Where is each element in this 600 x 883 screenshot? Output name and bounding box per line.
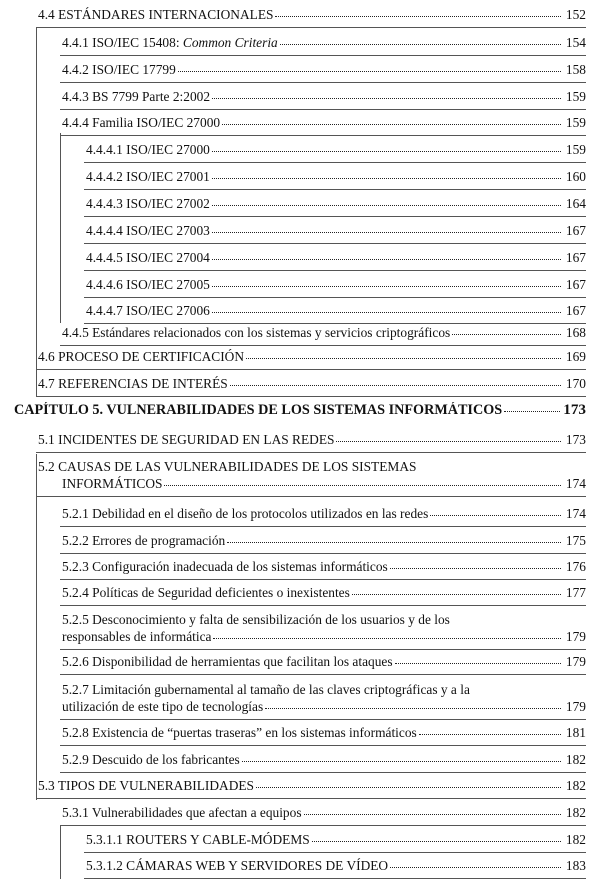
page-number: 169	[565, 349, 586, 364]
toc-entry[interactable]	[62, 804, 586, 821]
toc-entry-title: 5.3.1.1 ROUTERS Y CABLE-MÓDEMS	[86, 832, 310, 847]
toc-entry-title-continuation: utilización de este tipo de tecnologías	[62, 699, 264, 714]
dot-leader	[212, 177, 561, 179]
toc-entry-line	[86, 249, 586, 266]
toc-entry-title: 5.3.1 Vulnerabilidades que afectan a equipos	[62, 805, 302, 820]
toc-entry-line	[86, 276, 586, 293]
toc-entry-title: 4.4 ESTÁNDARES INTERNACIONALES	[38, 7, 274, 22]
toc-entry-line	[62, 653, 586, 670]
toc-entry-line	[62, 584, 586, 601]
page-number: 174	[565, 506, 586, 521]
toc-entry[interactable]	[62, 34, 586, 51]
underline-rule	[60, 674, 586, 675]
toc-entry[interactable]	[62, 584, 586, 601]
underline-rule	[60, 825, 586, 826]
toc-entry-title: 4.4.4.4 ISO/IEC 27003	[86, 223, 210, 238]
toc-entry[interactable]	[86, 276, 586, 293]
underline-rule	[36, 452, 586, 453]
toc-entry-line	[62, 628, 586, 645]
toc-entry-title: 4.4.4.2 ISO/IEC 27001	[86, 169, 210, 184]
toc-entry-title: 4.7 REFERENCIAS DE INTERÉS	[38, 376, 228, 391]
toc-entry-title: 4.4.3 BS 7799 Parte 2:2002	[62, 89, 211, 104]
toc-entry-title: 5.2.5 Desconocimiento y falta de sensibilización de los usuarios y de los	[62, 612, 450, 627]
toc-entry[interactable]	[38, 431, 586, 448]
page-number: 167	[565, 250, 586, 265]
page-number: 160	[565, 169, 586, 184]
toc-entry-line	[86, 195, 586, 212]
toc-entry-line	[62, 505, 586, 522]
toc-entry-line	[62, 558, 586, 575]
toc-entry-title: 5.2.1 Debilidad en el diseño de los protocolos utilizados en las redes	[62, 506, 429, 521]
page-number: 173	[563, 401, 586, 418]
toc-entry-title: 4.6 PROCESO DE CERTIFICACIÓN	[38, 349, 245, 364]
underline-rule	[84, 297, 586, 298]
toc-entry[interactable]	[62, 505, 586, 522]
page-number: 174	[565, 476, 586, 491]
toc-entry-line	[38, 6, 586, 23]
toc-entry-line	[62, 724, 586, 741]
page-number: 182	[565, 805, 586, 820]
toc-entry[interactable]	[62, 751, 586, 768]
dot-leader	[246, 357, 561, 359]
dot-leader	[504, 410, 560, 412]
underline-rule	[36, 798, 586, 799]
underline-rule	[84, 878, 586, 879]
dot-leader	[213, 637, 561, 639]
dot-leader	[227, 541, 561, 543]
toc-entry[interactable]	[86, 831, 586, 848]
dot-leader	[280, 43, 561, 45]
toc-entry[interactable]	[62, 324, 586, 341]
page-number: 159	[565, 115, 586, 130]
toc-entry[interactable]	[38, 348, 586, 365]
underline-rule	[60, 345, 586, 346]
page-number: 154	[565, 35, 586, 50]
toc-entry-title: 5.2 CAUSAS DE LAS VULNERABILIDADES DE LOS SISTEMAS	[38, 459, 417, 474]
page-number: 181	[565, 725, 586, 740]
underline-rule	[60, 649, 586, 650]
toc-entry[interactable]	[62, 558, 586, 575]
underline-rule	[84, 323, 586, 324]
toc-entry-line	[62, 61, 586, 78]
underline-rule	[36, 27, 586, 28]
underline-rule	[84, 243, 586, 244]
toc-entry-line	[86, 222, 586, 239]
underline-rule	[60, 82, 586, 83]
toc-chapter-entry[interactable]	[14, 401, 586, 419]
dot-leader	[212, 258, 561, 260]
page-number: 176	[565, 559, 586, 574]
toc-entry-title: 5.2.7 Limitación gubernamental al tamaño de las claves criptográficas y a la	[62, 682, 470, 697]
underline-rule	[36, 496, 586, 497]
underline-rule	[60, 55, 586, 56]
dot-leader	[336, 440, 561, 442]
toc-entry-title: 5.3.1.2 CÁMARAS WEB Y SERVIDORES DE VÍDEO	[86, 858, 389, 873]
underline-rule	[60, 553, 586, 554]
page-number: 177	[565, 585, 586, 600]
toc-entry-title: CAPÍTULO 5. VULNERABILIDADES DE LOS SISTEMAS INFORMÁTICOS	[14, 402, 503, 418]
connector-line	[36, 27, 37, 397]
underline-rule	[36, 369, 586, 370]
toc-entry-title: 4.4.4 Familia ISO/IEC 27000	[62, 115, 221, 130]
dot-leader	[304, 813, 561, 815]
toc-entry-line	[86, 141, 586, 158]
toc-entry-title: 4.4.4.1 ISO/IEC 27000	[86, 142, 210, 157]
dot-leader	[265, 707, 561, 709]
toc-entry[interactable]	[62, 653, 586, 670]
page-number: 164	[565, 196, 586, 211]
page-number: 159	[565, 89, 586, 104]
toc-entry[interactable]	[86, 168, 586, 185]
page-number: 182	[565, 752, 586, 767]
underline-rule	[84, 189, 586, 190]
toc-entry-line	[38, 475, 586, 492]
toc-entry-line	[38, 777, 586, 794]
toc-entry-title: 5.3 TIPOS DE VULNERABILIDADES	[38, 778, 254, 793]
dot-leader	[212, 97, 561, 99]
toc-entry-line	[62, 88, 586, 105]
dot-leader	[395, 662, 561, 664]
dot-leader	[275, 15, 561, 17]
dot-leader	[164, 484, 561, 486]
page-number: 159	[565, 142, 586, 157]
toc-entry[interactable]	[86, 249, 586, 266]
toc-entry[interactable]	[86, 857, 586, 874]
toc-entry-line	[62, 34, 586, 51]
underline-rule	[84, 270, 586, 271]
toc-entry[interactable]	[62, 114, 586, 131]
toc-entry-line	[62, 804, 586, 821]
toc-entry[interactable]	[62, 681, 586, 715]
toc-entry-title: 5.2.2 Errores de programación	[62, 533, 226, 548]
page-number: 179	[565, 654, 586, 669]
dot-leader	[242, 760, 561, 762]
toc-entry-title: 5.2.3 Configuración inadecuada de los sistemas informáticos	[62, 559, 388, 574]
toc-entry[interactable]	[62, 724, 586, 741]
toc-entry[interactable]	[38, 777, 586, 794]
dot-leader	[430, 514, 561, 516]
underline-rule	[60, 135, 586, 136]
toc-entry[interactable]	[86, 195, 586, 212]
toc-entry[interactable]	[62, 532, 586, 549]
dot-leader	[352, 593, 561, 595]
toc-entry[interactable]	[86, 141, 586, 158]
page-number: 179	[565, 629, 586, 644]
page-number: 175	[565, 533, 586, 548]
page-number: 152	[565, 7, 586, 22]
toc-entry-line	[14, 401, 586, 419]
dot-leader	[212, 150, 561, 152]
toc-entry-title-italic: Common Criteria	[182, 35, 278, 50]
dot-leader	[212, 311, 561, 313]
toc-entry-title: 4.4.4.3 ISO/IEC 27002	[86, 196, 210, 211]
toc-entry-title: 4.4.2 ISO/IEC 17799	[62, 62, 176, 77]
page-number: 179	[565, 699, 586, 714]
toc-entry-line	[62, 324, 586, 341]
toc-entry-line	[62, 698, 586, 715]
dot-leader	[419, 733, 561, 735]
underline-rule	[84, 162, 586, 163]
underline-rule	[84, 852, 586, 853]
connector-line	[36, 454, 37, 800]
toc-entry-title: 5.2.9 Descuido de los fabricantes	[62, 752, 240, 767]
toc-entry[interactable]	[38, 458, 586, 492]
toc-entry-line	[86, 302, 586, 319]
toc-entry-line	[62, 532, 586, 549]
underline-rule	[60, 605, 586, 606]
toc-entry-title: 4.4.4.5 ISO/IEC 27004	[86, 250, 210, 265]
connector-line	[60, 825, 61, 879]
page-number: 158	[565, 62, 586, 77]
toc-entry-title: 5.2.4 Políticas de Seguridad deficientes o inexistentes	[62, 585, 350, 600]
toc-entry-line	[86, 168, 586, 185]
page-number: 167	[565, 303, 586, 318]
underline-rule	[60, 772, 586, 773]
dot-leader	[212, 204, 561, 206]
underline-rule	[36, 396, 586, 397]
toc-entry-title: 4.4.4.6 ISO/IEC 27005	[86, 277, 210, 292]
toc-entry-title: 4.4.4.7 ISO/IEC 27006	[86, 303, 210, 318]
underline-rule	[60, 745, 586, 746]
toc-entry-title: 5.2.6 Disponibilidad de herramientas que facilitan los ataques	[62, 654, 393, 669]
toc-entry-title-continuation: responsables de informática	[62, 629, 212, 644]
page-number: 170	[565, 376, 586, 391]
underline-rule	[84, 216, 586, 217]
toc-entry[interactable]	[62, 61, 586, 78]
toc-entry[interactable]	[62, 611, 586, 645]
underline-rule	[60, 526, 586, 527]
page-number: 168	[565, 325, 586, 340]
toc-entry-title: 5.1 INCIDENTES DE SEGURIDAD EN LAS REDES	[38, 432, 335, 447]
dot-leader	[178, 70, 561, 72]
toc-entry-line	[86, 831, 586, 848]
page-number: 167	[565, 223, 586, 238]
toc-entry[interactable]	[86, 222, 586, 239]
toc-entry[interactable]	[38, 6, 586, 23]
toc-entry-title: 4.4.5 Estándares relacionados con los sistemas y servicios criptográficos	[62, 325, 451, 340]
underline-rule	[60, 579, 586, 580]
toc-entry-line	[86, 857, 586, 874]
dot-leader	[256, 786, 561, 788]
dot-leader	[212, 285, 561, 287]
toc-entry-title: 4.4.1 ISO/IEC 15408: Common Criteria	[62, 35, 278, 50]
page-number: 182	[565, 832, 586, 847]
dot-leader	[390, 567, 561, 569]
toc-entry-line	[38, 348, 586, 365]
dot-leader	[230, 384, 561, 386]
toc-entry-line	[62, 751, 586, 768]
toc-entry[interactable]	[62, 88, 586, 105]
dot-leader	[312, 840, 561, 842]
toc-entry-title: 5.2.8 Existencia de “puertas traseras” en los sistemas informáticos	[62, 725, 417, 740]
underline-rule	[60, 719, 586, 720]
toc-entry-line	[38, 375, 586, 392]
page-number: 183	[565, 858, 586, 873]
dot-leader	[212, 231, 561, 233]
page-number: 167	[565, 277, 586, 292]
underline-rule	[60, 109, 586, 110]
connector-line	[60, 133, 61, 323]
page-number: 182	[565, 778, 586, 793]
page-number: 173	[565, 432, 586, 447]
dot-leader	[222, 123, 561, 125]
dot-leader	[390, 866, 561, 868]
toc-entry-title-continuation: INFORMÁTICOS	[62, 476, 163, 491]
toc-entry-line	[62, 114, 586, 131]
toc-entry-line	[38, 431, 586, 448]
toc-entry[interactable]	[86, 302, 586, 319]
dot-leader	[452, 333, 561, 335]
toc-entry[interactable]	[38, 375, 586, 392]
